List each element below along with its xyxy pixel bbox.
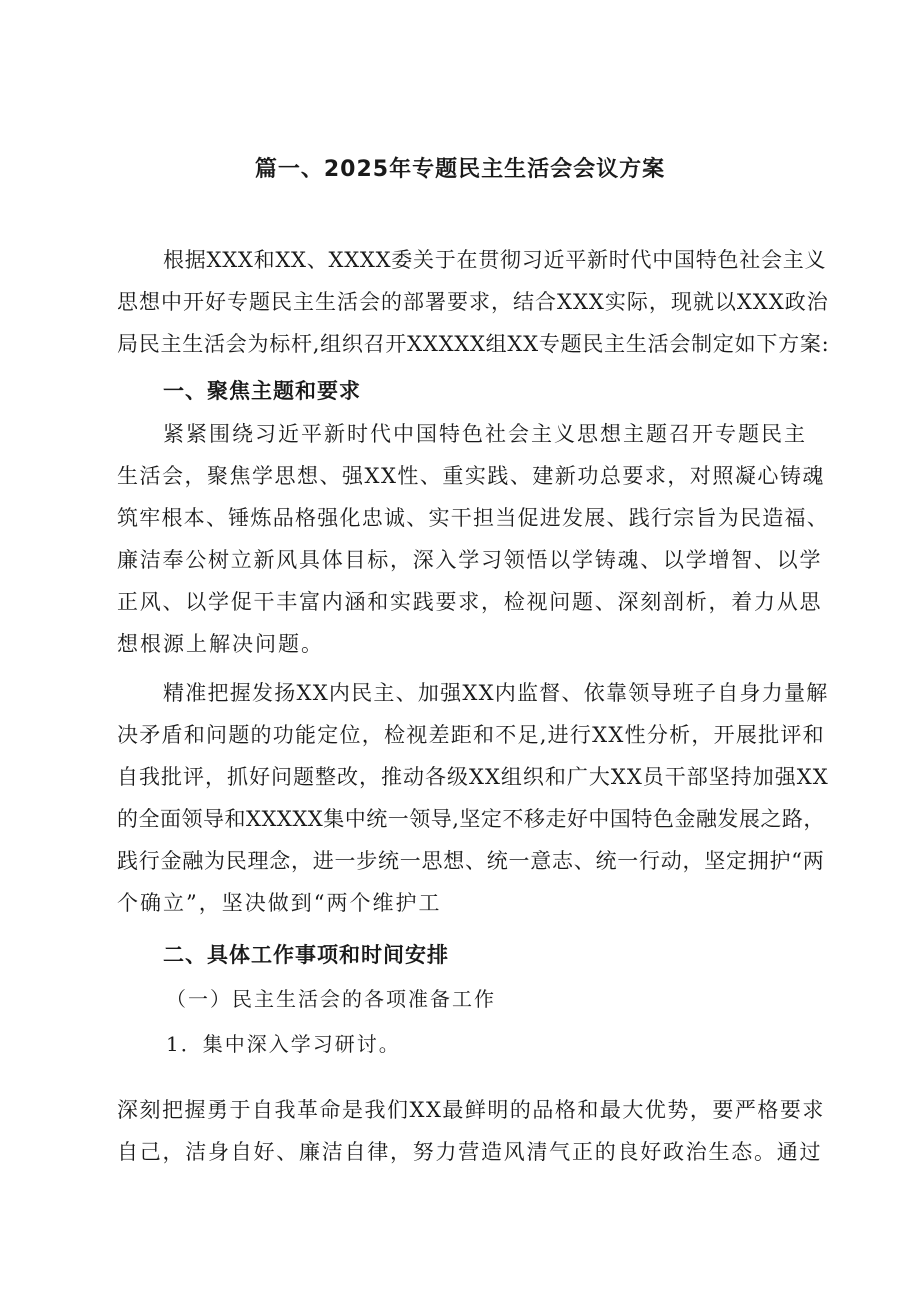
text-line: 个确立”，坚决做到“两个维护工 — [117, 891, 442, 915]
text-line: 局民主生活会为标杆,组织召开XXXXX组XX专题民主生活会制定如下方案: — [117, 332, 830, 356]
text-line: 践行金融为民理念，进一步统一思想、统一意志、统一行动，坚定拥护“两 — [117, 849, 825, 873]
text-line: 自己，洁身自好、廉洁自律，努力营造风清气正的良好政治生态。通过 — [117, 1140, 823, 1164]
text-line: 想根源上解决问题。 — [117, 632, 324, 656]
text-line: 正风、以学促干丰富内涵和实践要求，检视问题、深刻剖析，着力从思 — [117, 590, 823, 614]
final-paragraph — [117, 1089, 829, 1173]
text-line: 根据XXX和XX、XXXX委关于在贯彻习近平新时代中国特色社会主义 — [163, 248, 827, 272]
text-line: 廉洁奉公树立新风具体目标，深入学习领悟以学铸魂、以学增智、以学 — [117, 548, 823, 572]
text-line: 决矛盾和问题的功能定位，检视差距和不足,进行XX性分析，开展批评和 — [117, 723, 825, 747]
list-item-heading: 1．集中深入学习研讨。 — [166, 1032, 401, 1056]
text-line: 紧紧围绕习近平新时代中国特色社会主义思想主题召开专题民主 — [163, 422, 807, 446]
text-line: 思想中开好专题民主生活会的部署要求，结合XXX实际，现就以XXX政治 — [117, 290, 829, 314]
section-heading-1: 一、聚焦主题和要求 — [163, 379, 361, 403]
intro-paragraph — [117, 239, 829, 365]
text-line: 自我批评，抓好问题整改，推动各级XX组织和广大XX员干部坚持加强XX — [117, 765, 829, 789]
text-line: 精准把握发扬XX内民主、加强XX内监督、依靠领导班子自身力量解 — [163, 681, 829, 705]
text-line: 的全面领导和XXXXX集中统一领导,坚定不移走好中国特色金融发展之路， — [117, 807, 825, 831]
subsection-heading: （一）民主生活会的各项准备工作 — [166, 987, 496, 1011]
section-heading-2: 二、具体工作事项和时间安排 — [163, 943, 449, 967]
text-line: 生活会，聚焦学思想、强XX性、重实践、建新功总要求，对照凝心铸魂 — [117, 464, 825, 488]
section1-paragraph-2 — [117, 672, 829, 924]
section1-paragraph-1 — [117, 413, 829, 665]
text-line: 深刻把握勇于自我革命是我们XX最鲜明的品格和最大优势，要严格要求 — [117, 1098, 825, 1122]
document-title: 篇一、2025年专题民主生活会会议方案 — [254, 157, 666, 182]
text-line: 筑牢根本、锤炼品格强化忠诚、实干担当促进发展、践行宗旨为民造福、 — [117, 506, 829, 530]
